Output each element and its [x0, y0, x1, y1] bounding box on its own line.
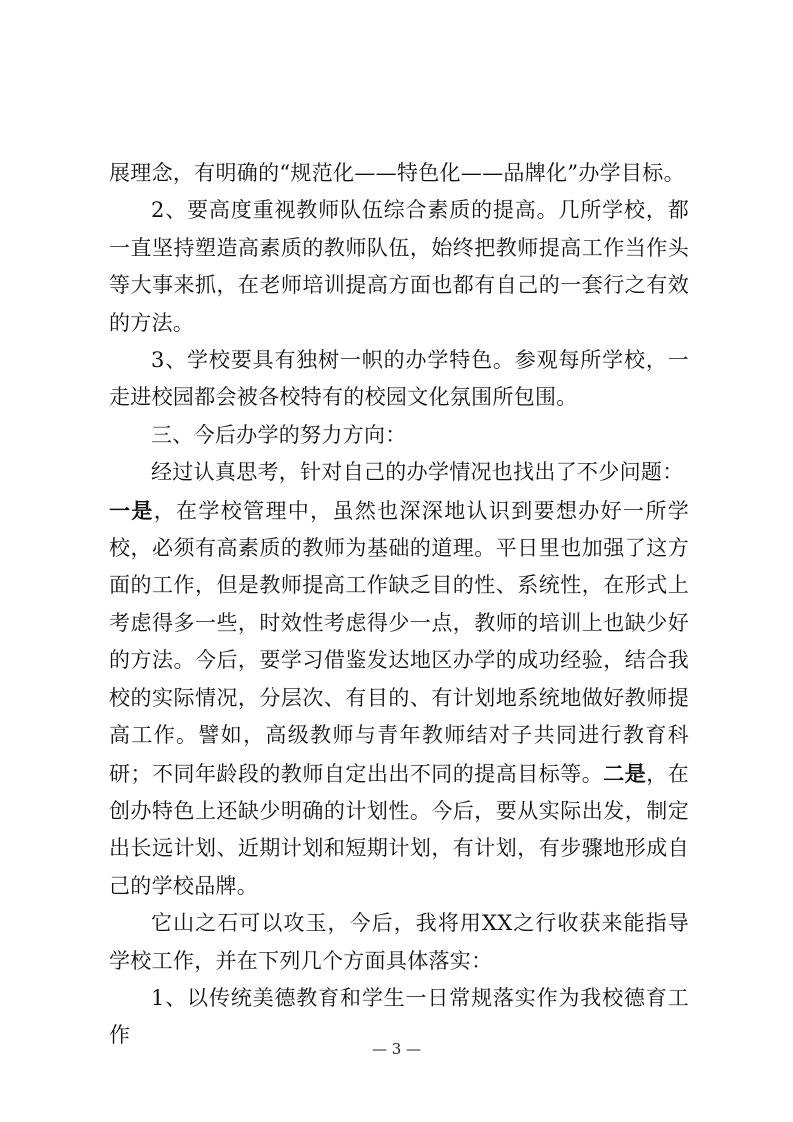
problem-one-text: ，在学校管理中，虽然也深深地认识到要想办好一所学校，必须有高素质的教师为基础的道理。平日里也加强了这方面的工作，但是教师提高工作缺乏目的性、系统性，在形式上考虑得多一些，时效性考虑得少一点，教师的培训上也缺少好的方法。今后，要学习借鉴发达地区办学的成功经验，结合我校的实际情况，分层次、有目的、有计划地系统地做好教师提高工作。譬如，高级教师与青年教师结对子共同进行教育科研；不同年龄段的教师自定出出不同的提高目标等。 [109, 498, 689, 786]
paragraph-plan-intro: 它山之石可以攻玉，今后，我将用XX之行收获来能指导学校工作，并在下列几个方面具体落实： [109, 911, 689, 973]
paragraph-plan-item-1: 1、以传统美德教育和学生一日常规落实作为我校德育工作 [109, 985, 689, 1048]
page-number: — 3 — [371, 1040, 422, 1058]
section-heading-future-direction: 三、今后办学的努力方向： [151, 422, 407, 447]
problem-two-label: 二是 [603, 760, 647, 786]
paragraph-problems [109, 492, 689, 905]
paragraph-teacher-quality: 2、要高度重视教师队伍综合素质的提高。几所学校，都一直坚持塑造高素质的教师队伍，始终把教师提高工作当作头等大事来抓，在老师培训提高方面也都有自己的一套行之有效的方法。 [109, 198, 689, 335]
problem-two-text: ，在创办特色上还缺少明确的计划性。今后，要从实际出发，制定出长远计划、近期计划和短期计划，有计划，有步骤地形成自己的学校品牌。 [109, 761, 689, 898]
paragraph-reflection-intro: 经过认真思考，针对自己的办学情况也找出了不少问题： [151, 460, 684, 485]
paragraph-school-features: 3、学校要具有独树一帜的办学特色。参观每所学校，一走进校园都会被各校特有的校园文化氛围所包围。 [109, 348, 689, 410]
problem-one-label: 一是 [109, 497, 154, 523]
body-text [109, 155, 689, 1055]
paragraph-continuation: 展理念，有明确的“规范化——特色化——品牌化”办学目标。 [109, 161, 685, 185]
